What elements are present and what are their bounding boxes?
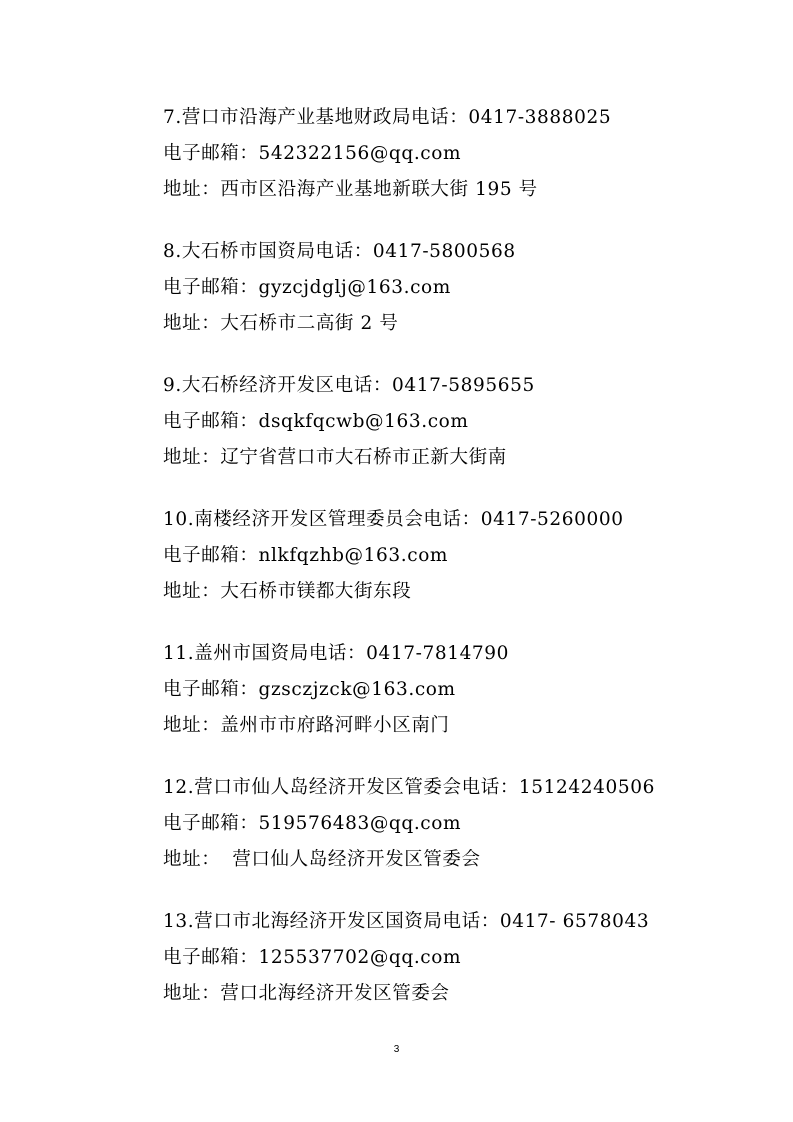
entry-title: 7.营口市沿海产业基地财政局电话：0417-3888025	[163, 107, 612, 128]
entry-email: 电子邮箱：gyzcjdglj@163.com	[163, 277, 451, 298]
address-value: 西市区沿海产业基地新联大街 195 号	[220, 179, 538, 200]
page-number: 3	[393, 1044, 400, 1055]
entry-address	[163, 976, 763, 1012]
contact-list	[163, 100, 763, 1038]
contact-entry-13	[163, 904, 763, 1012]
address-label: 地址：	[163, 715, 221, 736]
contact-entry-10	[163, 502, 763, 610]
entry-email: 电子邮箱：dsqkfqcwb@163.com	[163, 411, 469, 432]
entry-title: 8.大石桥市国资局电话：0417-5800568	[163, 241, 516, 262]
address-value: 盖州市市府路河畔小区南门	[220, 715, 450, 736]
contact-entry-11	[163, 636, 763, 744]
entry-email: 电子邮箱：nlkfqzhb@163.com	[163, 545, 449, 566]
address-label: 地址：	[163, 983, 221, 1004]
entry-title: 10.南楼经济开发区管理委员会电话：0417-5260000	[163, 509, 624, 530]
address-value: 辽宁省营口市大石桥市正新大街南	[220, 447, 507, 468]
entry-address	[163, 708, 763, 744]
entry-address	[163, 842, 763, 878]
entry-email: 电子邮箱：542322156@qq.com	[163, 143, 462, 164]
address-value: 营口仙人岛经济开发区管委会	[232, 849, 481, 870]
address-value: 大石桥市镁都大街东段	[220, 581, 412, 602]
contact-entry-12	[163, 770, 763, 878]
entry-email: 电子邮箱：125537702@qq.com	[163, 947, 462, 968]
entry-email: 电子邮箱：gzsczjzck@163.com	[163, 679, 456, 700]
address-label: 地址：	[163, 447, 221, 468]
contact-entry-9	[163, 368, 763, 476]
entry-email: 电子邮箱：519576483@qq.com	[163, 813, 462, 834]
address-value: 营口北海经济开发区管委会	[220, 983, 450, 1004]
entry-address	[163, 172, 763, 208]
entry-title: 13.营口市北海经济开发区国资局电话：0417- 6578043	[163, 911, 650, 932]
address-label: 地址：	[163, 179, 221, 200]
address-label: 地址：	[163, 313, 221, 334]
entry-title: 11.盖州市国资局电话：0417-7814790	[163, 643, 510, 664]
entry-title: 12.营口市仙人岛经济开发区管委会电话：15124240506	[163, 777, 655, 798]
address-label: 地址：	[163, 849, 221, 870]
address-label: 地址：	[163, 581, 221, 602]
entry-address	[163, 306, 763, 342]
entry-address	[163, 440, 763, 476]
address-value: 大石桥市二高街 2 号	[220, 313, 399, 334]
contact-entry-8	[163, 234, 763, 342]
contact-entry-7	[163, 100, 763, 208]
entry-title: 9.大石桥经济开发区电话：0417-5895655	[163, 375, 535, 396]
entry-address	[163, 574, 763, 610]
